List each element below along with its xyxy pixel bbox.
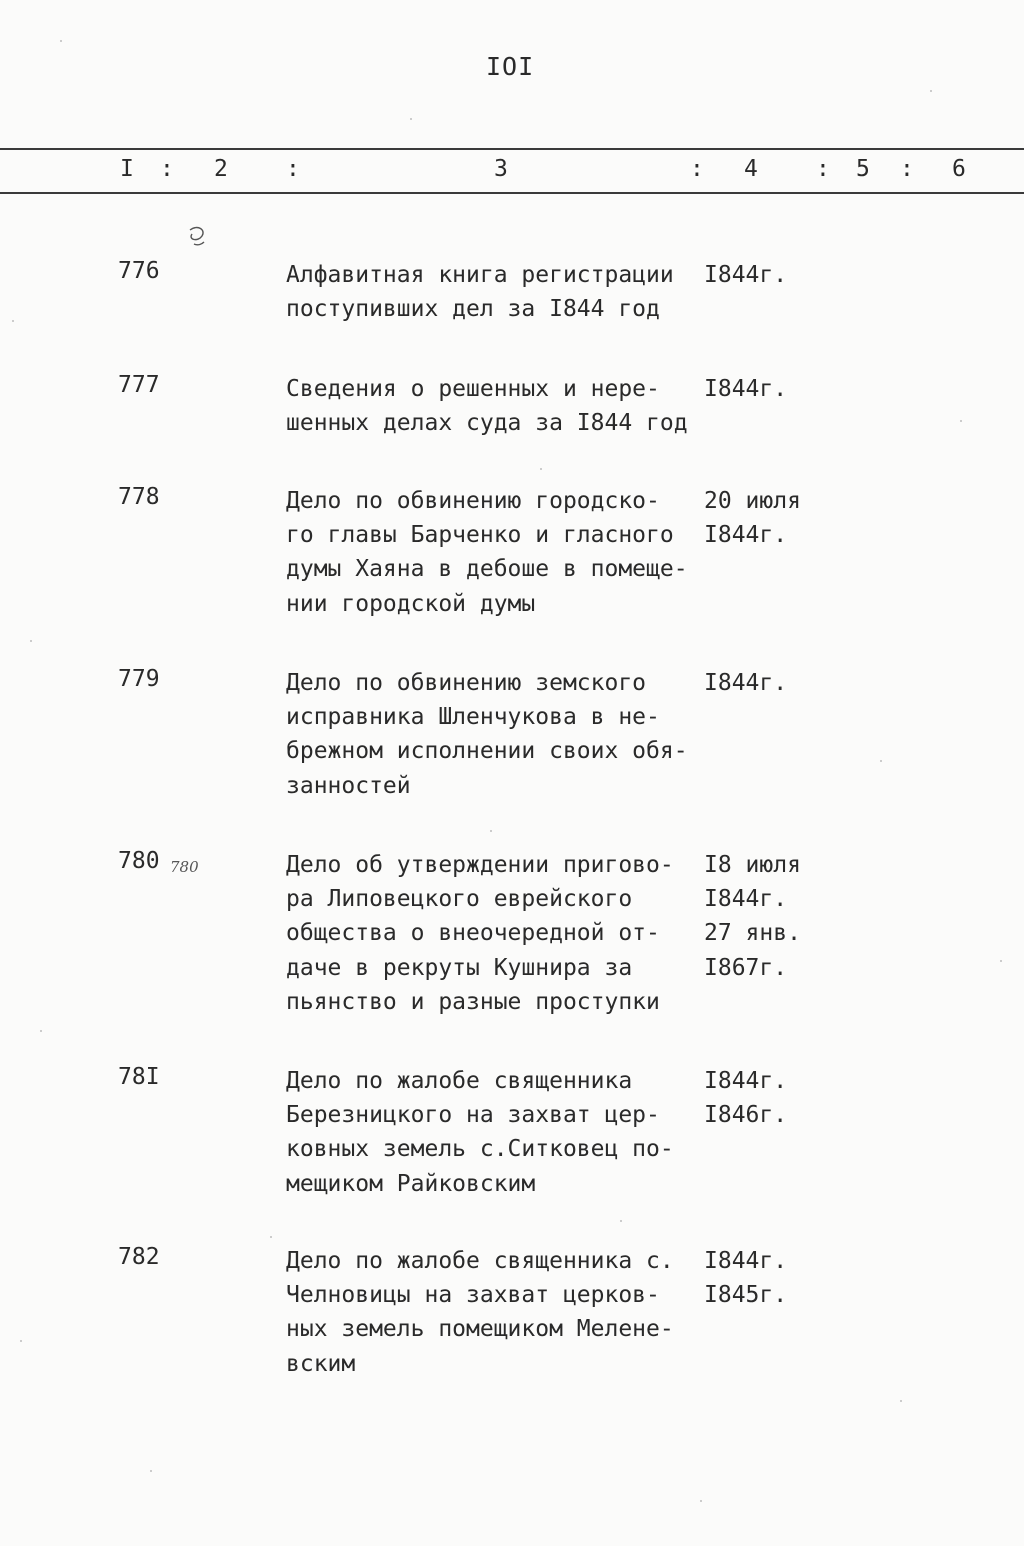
entry-title: Алфавитная книга регистрации поступивших дел за I844 год	[286, 262, 674, 323]
column-separator: :	[286, 156, 300, 182]
scan-speck	[60, 40, 62, 42]
entry-dates: I844г.	[704, 376, 788, 402]
entry-number: 782	[118, 1244, 160, 1270]
scan-speck	[12, 320, 14, 322]
scan-speck	[150, 1470, 152, 1472]
scan-speck	[270, 1236, 272, 1238]
header-top-rule	[0, 148, 1024, 150]
entry-dates: 20 июля I844г.	[704, 488, 801, 549]
column-separator: :	[900, 156, 914, 182]
page-number: IOI	[486, 52, 535, 81]
scan-speck	[700, 1500, 702, 1502]
column-separator: :	[690, 156, 704, 182]
scan-speck	[490, 830, 492, 832]
entry-title: Дело по жалобе священника Березницкого на захват цер- ковных земель с.Ситковец по- мещиком Райковским	[286, 1068, 674, 1197]
entry-number: 777	[118, 372, 160, 398]
entry-dates: I844г.	[704, 262, 788, 288]
scan-speck	[30, 640, 32, 642]
column-header-4: 4	[744, 156, 758, 182]
entry-title: Дело по жалобе священника с. Челновицы на захват церков- ных земель помещиком Мелене- вским	[286, 1248, 674, 1377]
entry-dates: I8 июля I844г. 27 янв. I867г.	[704, 852, 801, 981]
scan-speck	[900, 1400, 902, 1402]
column-header-2: 2	[214, 156, 228, 182]
handwritten-annotation: 780	[170, 858, 199, 876]
scan-speck	[410, 118, 412, 120]
entry-number: 779	[118, 666, 160, 692]
scan-speck	[620, 1220, 622, 1222]
pencil-scribble-icon	[184, 224, 208, 250]
entry-number: 776	[118, 258, 160, 284]
column-header-3: 3	[494, 156, 508, 182]
scan-speck	[1000, 960, 1002, 962]
scan-speck	[40, 1030, 42, 1032]
entry-dates: I844г.	[704, 670, 788, 696]
entry-title: Дело об утверждении пригово- ра Липовецкого еврейского общества о внеочередной от- даче в рекруты Кушнира за пьянство и разные проступки	[286, 852, 674, 1015]
entry-dates: I844г. I846г.	[704, 1068, 788, 1129]
scan-speck	[930, 90, 932, 92]
column-header-5: 5	[856, 156, 870, 182]
entry-number: 778	[118, 484, 160, 510]
entry-number: 78I	[118, 1064, 160, 1090]
entry-number: 780	[118, 848, 160, 874]
column-header-1: I	[120, 156, 134, 182]
header-bottom-rule	[0, 192, 1024, 194]
column-separator: :	[816, 156, 830, 182]
entry-dates: I844г. I845г.	[704, 1248, 788, 1309]
entry-title: Дело по обвинению городско- го главы Барченко и гласного думы Хаяна в дебоше в помеще- нии городской думы	[286, 488, 688, 617]
entry-title: Сведения о решенных и нере- шенных делах суда за I844 год	[286, 376, 688, 437]
column-header-6: 6	[952, 156, 966, 182]
scan-speck	[960, 420, 962, 422]
entry-title: Дело по обвинению земского исправника Шленчукова в не- брежном исполнении своих обя- занностей	[286, 670, 688, 799]
column-separator: :	[160, 156, 174, 182]
scan-speck	[880, 760, 882, 762]
scan-speck	[20, 1340, 22, 1342]
scan-speck	[540, 468, 542, 470]
